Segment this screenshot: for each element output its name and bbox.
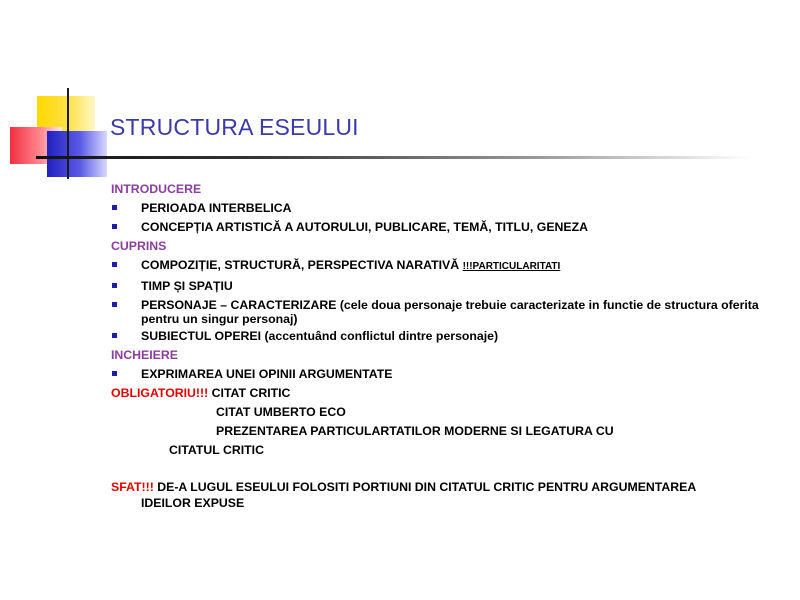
decor-blue-square xyxy=(47,131,107,177)
list-item: CONCEPȚIA ARTISTICĂ A AUTORULUI, PUBLICARE, TEMĂ, TITLU, GENEZA xyxy=(111,218,761,236)
bullet-icon xyxy=(112,333,117,338)
list-item: EXPRIMAREA UNEI OPINII ARGUMENTATE xyxy=(111,365,761,383)
list-item: PERIOADA INTERBELICA xyxy=(111,199,761,217)
decor-vertical-line xyxy=(67,88,69,179)
bullet-icon xyxy=(112,283,117,288)
title-underline xyxy=(36,156,751,159)
list-item: PERSONAJE – CARACTERIZARE (cele doua personaje trebuie caracterizate in functie de structura oferita pentru un singur personaj) xyxy=(111,296,761,326)
obligatoriu-item: CITAT UMBERTO ECO xyxy=(216,405,346,419)
section-heading-cuprins: CUPRINS xyxy=(111,239,167,253)
bullet-icon xyxy=(112,262,117,267)
bullet-icon xyxy=(112,371,117,376)
particularitati-link[interactable]: !!!PARTICULARITATI xyxy=(462,261,561,272)
list-item: SUBIECTUL OPEREI (accentuând conflictul dintre personaje) xyxy=(111,327,761,345)
bullet-icon xyxy=(112,224,117,229)
slide-title: STRUCTURA ESEULUI xyxy=(110,114,359,140)
list-item: COMPOZIȚIE, STRUCTURĂ, PERSPECTIVA NARATIVĂ !!!PARTICULARITATI xyxy=(111,256,761,276)
section-heading-introducere: INTRODUCERE xyxy=(111,182,202,196)
bullet-icon xyxy=(112,302,117,307)
sfat-continuation: IDEILOR EXPUSE xyxy=(141,496,245,510)
slide-content xyxy=(111,179,761,510)
sfat-label: SFAT!!! xyxy=(111,480,154,494)
obligatoriu-item: CITATUL CRITIC xyxy=(169,443,264,457)
bullet-icon xyxy=(112,205,117,210)
obligatoriu-line: OBLIGATORIU!!! CITAT CRITIC xyxy=(111,386,291,400)
list-item: TIMP ȘI SPAȚIU xyxy=(111,277,761,295)
spacer xyxy=(111,459,761,477)
obligatoriu-item: PREZENTAREA PARTICULARTATILOR MODERNE SI LEGATURA CU xyxy=(216,424,614,438)
sfat-line: SFAT!!! DE-A LUGUL ESEULUI FOLOSITI PORTIUNI DIN CITATUL CRITIC PENTRU ARGUMENTAREA xyxy=(111,480,697,494)
section-heading-incheiere: INCHEIERE xyxy=(111,348,178,362)
obligatoriu-label: OBLIGATORIU!!! xyxy=(111,386,209,400)
